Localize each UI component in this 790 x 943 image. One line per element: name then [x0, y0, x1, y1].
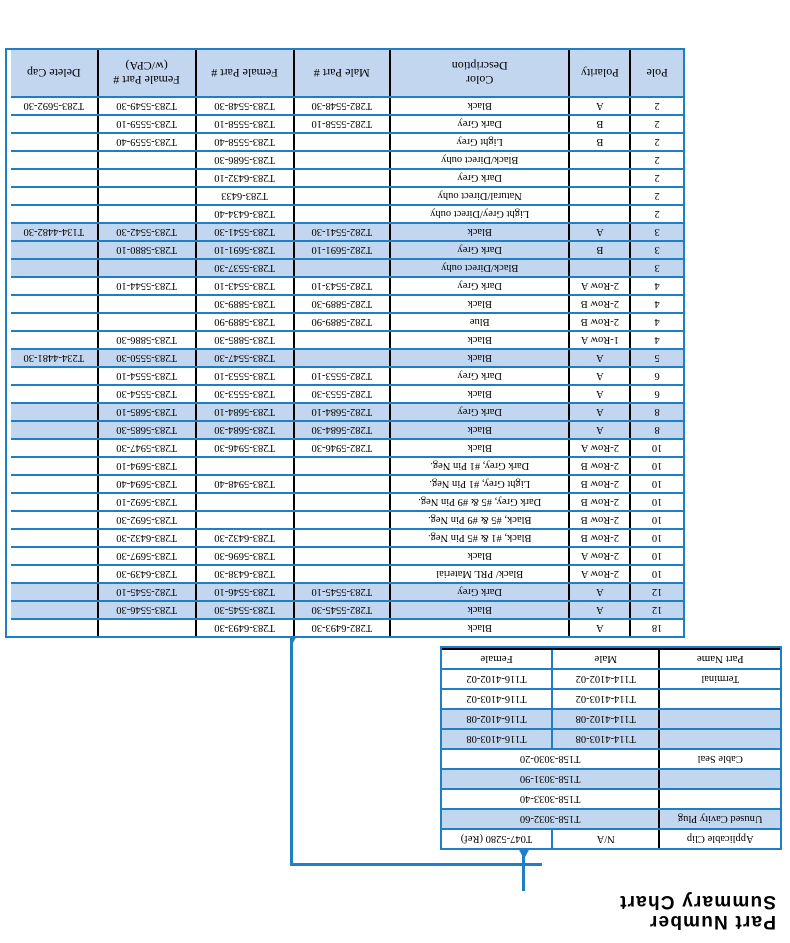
cell-pole: 5 — [630, 349, 683, 367]
cell-delete-cap — [11, 439, 98, 457]
cell-pole: 2 — [630, 187, 683, 205]
accessory-row — [442, 749, 780, 769]
table-row — [11, 511, 683, 529]
cell-pole: 4 — [630, 331, 683, 349]
cell-pole: 2 — [630, 97, 683, 115]
table-row — [11, 349, 683, 367]
accessory-row — [442, 809, 780, 829]
cell-female-part-cpa: T283-5685-10 — [98, 403, 196, 421]
cell-polarity: 2-Row A — [569, 439, 630, 457]
table-row — [11, 223, 683, 241]
cell-pole: 4 — [630, 313, 683, 331]
header-male-part: Male Part # — [294, 50, 390, 97]
cell-description: Black, #1 & #5 Pin Neg. — [390, 529, 569, 547]
table-row — [11, 367, 683, 385]
cell-polarity: 2-Row B — [569, 529, 630, 547]
cell-female-part-cpa: T283-5685-30 — [98, 421, 196, 439]
table-row — [11, 475, 683, 493]
cell-female-part-cpa — [98, 169, 196, 187]
cell-polarity: A — [569, 223, 630, 241]
cell-delete-cap — [11, 385, 98, 403]
cell-pole: 2 — [630, 133, 683, 151]
table-row — [11, 421, 683, 439]
cell-female-part: T283-5545-30 — [196, 601, 294, 619]
accessory-part-name: Applicable Clip — [659, 829, 780, 848]
cell-pole: 10 — [630, 457, 683, 475]
cell-male-part: T282-5553-10 — [294, 367, 390, 385]
cell-male-part — [294, 565, 390, 583]
cell-male-part: T282-5889-90 — [294, 313, 390, 331]
cell-delete-cap — [11, 241, 98, 259]
cell-description: Black/Direct ouhy — [390, 151, 569, 169]
cell-pole: 6 — [630, 367, 683, 385]
cell-male-part — [294, 349, 390, 367]
cell-male-part: T282-5684-10 — [294, 403, 390, 421]
header-delete-cap: Delete Cap — [11, 50, 98, 97]
cell-delete-cap — [11, 187, 98, 205]
header-polarity: Polarity — [569, 50, 630, 97]
accessory-part-name: Unused Cavity Plug — [659, 809, 780, 829]
accessory-row — [442, 669, 780, 689]
cell-delete-cap — [11, 457, 98, 475]
cell-female-part — [196, 493, 294, 511]
cell-female-part: T283-6433 — [196, 187, 294, 205]
cell-delete-cap — [11, 475, 98, 493]
header-color-description: Color Description — [390, 50, 569, 97]
cell-description: Blue — [390, 313, 569, 331]
cell-male-part: T282-5548-30 — [294, 97, 390, 115]
table-row — [11, 619, 683, 636]
cell-male-part — [294, 529, 390, 547]
cell-polarity: A — [569, 619, 630, 636]
table-row — [11, 403, 683, 421]
cell-female-part: T283-5885-30 — [196, 331, 294, 349]
cell-female-part: T283-6432-10 — [196, 169, 294, 187]
cell-pole: 10 — [630, 439, 683, 457]
cell-female-part-cpa — [98, 259, 196, 277]
cell-delete-cap — [11, 565, 98, 583]
cell-description: Black — [390, 97, 569, 115]
cell-female-part-cpa: T283-6432-30 — [98, 529, 196, 547]
accessory-row — [442, 789, 780, 809]
cell-female-part: T283-6438-30 — [196, 565, 294, 583]
cell-female-part: T283-6434-40 — [196, 205, 294, 223]
cell-male-part — [294, 475, 390, 493]
cell-delete-cap — [11, 421, 98, 439]
cell-description: Black — [390, 349, 569, 367]
cell-pole: 8 — [630, 421, 683, 439]
table-row — [11, 187, 683, 205]
cell-delete-cap — [11, 547, 98, 565]
cell-female-part-cpa: T283-5542-30 — [98, 223, 196, 241]
cell-female-part-cpa: T283-5697-30 — [98, 547, 196, 565]
page-title-line-1: Part Number — [648, 911, 776, 932]
cell-polarity — [569, 187, 630, 205]
cell-polarity: 2-Row B — [569, 313, 630, 331]
table-row — [11, 259, 683, 277]
header-female-part: Female Part # — [196, 50, 294, 97]
cell-pole: 4 — [630, 277, 683, 295]
cell-polarity: A — [569, 601, 630, 619]
cell-delete-cap: T234-4481-30 — [11, 349, 98, 367]
cell-delete-cap — [11, 619, 98, 636]
cell-polarity: A — [569, 349, 630, 367]
cell-description: Dark Grey, #1 Pin Neg. — [390, 457, 569, 475]
table-row — [11, 241, 683, 259]
cell-description: Black — [390, 619, 569, 636]
accessory-female-part: T116-4102-08 — [442, 709, 552, 729]
cell-female-part: T283-5691-10 — [196, 241, 294, 259]
cell-polarity — [569, 151, 630, 169]
cell-female-part: T283-5696-30 — [196, 547, 294, 565]
cell-female-part: T283-5546-10 — [196, 583, 294, 601]
cell-female-part-cpa — [98, 295, 196, 313]
table-row — [11, 313, 683, 331]
cell-female-part-cpa: T283-5880-10 — [98, 241, 196, 259]
table-header-row — [11, 50, 683, 97]
cell-female-part: T283-5553-30 — [196, 385, 294, 403]
cell-female-part: T283-5684-30 — [196, 421, 294, 439]
page-title-line-2: Summary Chart — [618, 891, 776, 912]
accessory-part-name — [659, 729, 780, 749]
main-table — [11, 50, 683, 636]
cell-male-part: T282-5541-30 — [294, 223, 390, 241]
header-pole: Pole — [630, 50, 683, 97]
cell-description: Black, #5 & #9 Pin Neg. — [390, 511, 569, 529]
cell-description: Dark Grey — [390, 367, 569, 385]
cell-polarity: B — [569, 133, 630, 151]
cell-description: Light Grey/Direct ouhy — [390, 205, 569, 223]
cell-delete-cap — [11, 133, 98, 151]
cell-female-part: T283-5558-40 — [196, 133, 294, 151]
cell-female-part-cpa: T283-5692-30 — [98, 511, 196, 529]
cell-pole: 12 — [630, 583, 683, 601]
cell-female-part-cpa — [98, 187, 196, 205]
cell-female-part-cpa: T283-5694-10 — [98, 457, 196, 475]
cell-delete-cap — [11, 313, 98, 331]
cell-polarity: B — [569, 115, 630, 133]
cell-polarity: A — [569, 385, 630, 403]
header-female-part-cpa: Female Part # (w/CPA) — [98, 50, 196, 97]
cell-polarity: 2-Row B — [569, 457, 630, 475]
cell-female-part: T283-5543-10 — [196, 277, 294, 295]
header-male: Male — [552, 649, 659, 669]
cell-male-part — [294, 457, 390, 475]
cell-pole: 6 — [630, 385, 683, 403]
cell-pole: 2 — [630, 115, 683, 133]
table-row — [11, 565, 683, 583]
table-row — [11, 97, 683, 115]
cell-pole: 10 — [630, 529, 683, 547]
cell-male-part — [294, 205, 390, 223]
cell-description: Black — [390, 547, 569, 565]
cell-female-part: T283-6432-30 — [196, 529, 294, 547]
cell-delete-cap: T283-5692-30 — [11, 97, 98, 115]
cell-female-part: T283-5889-30 — [196, 295, 294, 313]
cell-description: Black — [390, 295, 569, 313]
cell-delete-cap — [11, 205, 98, 223]
cell-polarity: A — [569, 97, 630, 115]
accessory-part-name — [659, 709, 780, 729]
cell-delete-cap — [11, 151, 98, 169]
cell-female-part: T283-5558-10 — [196, 115, 294, 133]
cell-female-part: T283-6493-30 — [196, 619, 294, 636]
cell-description: Dark Grey — [390, 583, 569, 601]
cell-male-part: T282-5684-30 — [294, 421, 390, 439]
cell-delete-cap — [11, 169, 98, 187]
main-part-number-table — [5, 48, 685, 638]
cell-description: Light Grey — [390, 133, 569, 151]
cell-polarity: 2-Row B — [569, 475, 630, 493]
accessory-part-number: T158-3030-20 — [442, 749, 659, 769]
cell-female-part-cpa: T283-5692-10 — [98, 493, 196, 511]
cell-female-part: T283-5553-10 — [196, 367, 294, 385]
cell-male-part — [294, 133, 390, 151]
cell-female-part-cpa: T283-5554-30 — [98, 385, 196, 403]
cell-polarity: 2-Row A — [569, 565, 630, 583]
cell-male-part — [294, 511, 390, 529]
cell-description: Black — [390, 421, 569, 439]
cell-female-part-cpa: T283-5559-10 — [98, 115, 196, 133]
cell-female-part-cpa — [98, 151, 196, 169]
cell-female-part: T283-5548-30 — [196, 97, 294, 115]
cell-female-part: T283-5686-30 — [196, 151, 294, 169]
accessory-row — [442, 769, 780, 789]
cell-female-part-cpa — [98, 619, 196, 636]
cell-polarity: 2-Row A — [569, 547, 630, 565]
cell-polarity: 2-Row B — [569, 493, 630, 511]
accessory-part-number: T158-3031-90 — [442, 769, 659, 789]
cell-polarity: A — [569, 583, 630, 601]
accessory-female-part: T047-5280 (Ref) — [442, 829, 552, 848]
cell-pole: 8 — [630, 403, 683, 421]
cell-description: Dark Grey — [390, 115, 569, 133]
cell-female-part — [196, 511, 294, 529]
cell-description: Light Grey, #1 Pin Neg. — [390, 475, 569, 493]
cell-description: Black/ PRL Material — [390, 565, 569, 583]
table-row — [11, 529, 683, 547]
table-row — [11, 547, 683, 565]
cell-polarity: A — [569, 403, 630, 421]
cell-pole: 10 — [630, 511, 683, 529]
cell-polarity: B — [569, 241, 630, 259]
cell-pole: 3 — [630, 241, 683, 259]
cell-male-part: T283-5545-10 — [294, 583, 390, 601]
cell-male-part — [294, 547, 390, 565]
table-row — [11, 277, 683, 295]
table-row — [11, 331, 683, 349]
cell-male-part: T282-5553-30 — [294, 385, 390, 403]
cell-delete-cap — [11, 601, 98, 619]
cell-female-part-cpa: T283-6439-30 — [98, 565, 196, 583]
accessory-part-number: T158-3032-60 — [442, 809, 659, 829]
page-title — [446, 891, 776, 931]
cell-description: Black — [390, 331, 569, 349]
accessory-female-part: T116-4102-02 — [442, 669, 552, 689]
cell-female-part: T283-5537-30 — [196, 259, 294, 277]
cell-female-part-cpa: T283-5544-10 — [98, 277, 196, 295]
cell-delete-cap — [11, 367, 98, 385]
accessory-female-part: T116-4103-02 — [442, 689, 552, 709]
accessory-female-part: T116-4103-08 — [442, 729, 552, 749]
table-row — [11, 295, 683, 313]
cell-polarity: 2-Row A — [569, 277, 630, 295]
cell-delete-cap: T134-4482-30 — [11, 223, 98, 241]
accessory-male-part: T114-4102-02 — [552, 669, 659, 689]
table-row — [11, 115, 683, 133]
cell-female-part-cpa: T283-5886-30 — [98, 331, 196, 349]
cell-description: Dark Grey — [390, 277, 569, 295]
cell-delete-cap — [11, 259, 98, 277]
accessory-male-part: T114-4103-02 — [552, 689, 659, 709]
cell-polarity: 1-Row A — [569, 331, 630, 349]
cell-female-part — [196, 457, 294, 475]
cell-female-part: T283-5948-40 — [196, 475, 294, 493]
accessory-row — [442, 729, 780, 749]
table-row — [11, 151, 683, 169]
header-female: Female — [442, 649, 552, 669]
accessory-part-name: Cable Seal — [659, 749, 780, 769]
cell-female-part: T283-5547-30 — [196, 349, 294, 367]
cell-female-part-cpa — [98, 205, 196, 223]
accessory-part-name — [659, 769, 780, 789]
table-row — [11, 601, 683, 619]
cell-male-part: T282-5558-10 — [294, 115, 390, 133]
cell-polarity: A — [569, 367, 630, 385]
cell-pole: 2 — [630, 151, 683, 169]
cell-pole: 2 — [630, 205, 683, 223]
cell-female-part-cpa: T283-5694-40 — [98, 475, 196, 493]
accessory-part-name: Terminal — [659, 669, 780, 689]
cell-female-part: T283-5684-10 — [196, 403, 294, 421]
cell-female-part-cpa: T283-5546-30 — [98, 601, 196, 619]
cell-male-part — [294, 331, 390, 349]
cell-pole: 10 — [630, 565, 683, 583]
cell-pole: 10 — [630, 475, 683, 493]
cell-description: Natural/Direct ouhy — [390, 187, 569, 205]
cell-male-part — [294, 259, 390, 277]
cell-male-part: T282-5691-10 — [294, 241, 390, 259]
cell-female-part-cpa — [98, 313, 196, 331]
cell-polarity: 2-Row B — [569, 295, 630, 313]
table-row — [11, 439, 683, 457]
cell-polarity — [569, 259, 630, 277]
cell-male-part: T282-5946-30 — [294, 439, 390, 457]
cell-pole: 18 — [630, 619, 683, 636]
cell-polarity: A — [569, 421, 630, 439]
cell-description: Dark Grey — [390, 403, 569, 421]
table-row — [11, 583, 683, 601]
accessory-male-part: T114-4103-08 — [552, 729, 659, 749]
cell-pole: 2 — [630, 169, 683, 187]
cell-female-part-cpa: T283-5554-10 — [98, 367, 196, 385]
accessory-row — [442, 829, 780, 848]
callout-leader-vertical — [290, 634, 293, 866]
accessory-part-table — [440, 646, 782, 850]
cell-delete-cap — [11, 331, 98, 349]
cell-polarity — [569, 205, 630, 223]
cell-delete-cap — [11, 493, 98, 511]
cell-female-part-cpa: T282-5545-10 — [98, 583, 196, 601]
cell-pole: 12 — [630, 601, 683, 619]
cell-delete-cap — [11, 403, 98, 421]
cell-female-part-cpa: T283-5559-40 — [98, 133, 196, 151]
accessory-part-name — [659, 689, 780, 709]
cell-male-part: T282-5545-30 — [294, 601, 390, 619]
cell-female-part-cpa: T283-5549-30 — [98, 97, 196, 115]
cell-delete-cap — [11, 277, 98, 295]
cell-delete-cap — [11, 583, 98, 601]
accessory-male-part: T114-4102-08 — [552, 709, 659, 729]
accessory-part-number: T158-3033-40 — [442, 789, 659, 809]
accessory-row — [442, 689, 780, 709]
cell-description: Dark Grey — [390, 241, 569, 259]
cell-delete-cap — [11, 511, 98, 529]
cell-female-part: T283-5541-30 — [196, 223, 294, 241]
cell-description: Dark Grey — [390, 169, 569, 187]
cell-description: Black/Direct ouhy — [390, 259, 569, 277]
table-row — [11, 169, 683, 187]
accessory-row — [442, 709, 780, 729]
cell-male-part — [294, 169, 390, 187]
cell-pole: 3 — [630, 259, 683, 277]
cell-description: Black — [390, 385, 569, 403]
cell-female-part-cpa: T283-5550-30 — [98, 349, 196, 367]
cell-polarity: 2-Row B — [569, 511, 630, 529]
accessory-table — [442, 648, 780, 848]
header-part-name: Part Name — [659, 649, 780, 669]
accessory-header-row — [442, 649, 780, 669]
table-row — [11, 457, 683, 475]
table-row — [11, 205, 683, 223]
accessory-part-name — [659, 789, 780, 809]
cell-description: Black — [390, 601, 569, 619]
cell-female-part: T283-5889-90 — [196, 313, 294, 331]
cell-female-part-cpa: T283-5947-30 — [98, 439, 196, 457]
cell-female-part: T283-5946-30 — [196, 439, 294, 457]
cell-pole: 3 — [630, 223, 683, 241]
cell-male-part: T282-6493-30 — [294, 619, 390, 636]
cell-delete-cap — [11, 115, 98, 133]
cell-male-part: T282-5889-30 — [294, 295, 390, 313]
cell-pole: 10 — [630, 547, 683, 565]
cell-male-part: T282-5543-10 — [294, 277, 390, 295]
accessory-male-part: N/A — [552, 829, 659, 848]
cell-male-part — [294, 493, 390, 511]
cell-description: Black — [390, 439, 569, 457]
cell-pole: 4 — [630, 295, 683, 313]
cell-description: Black — [390, 223, 569, 241]
cell-pole: 10 — [630, 493, 683, 511]
table-row — [11, 385, 683, 403]
table-row — [11, 493, 683, 511]
cell-male-part — [294, 187, 390, 205]
cell-description: Dark Grey, #5 & #9 Pin Neg. — [390, 493, 569, 511]
callout-leader-horizontal — [290, 863, 542, 866]
table-row — [11, 133, 683, 151]
cell-delete-cap — [11, 295, 98, 313]
cell-delete-cap — [11, 529, 98, 547]
cell-polarity — [569, 169, 630, 187]
cell-male-part — [294, 151, 390, 169]
